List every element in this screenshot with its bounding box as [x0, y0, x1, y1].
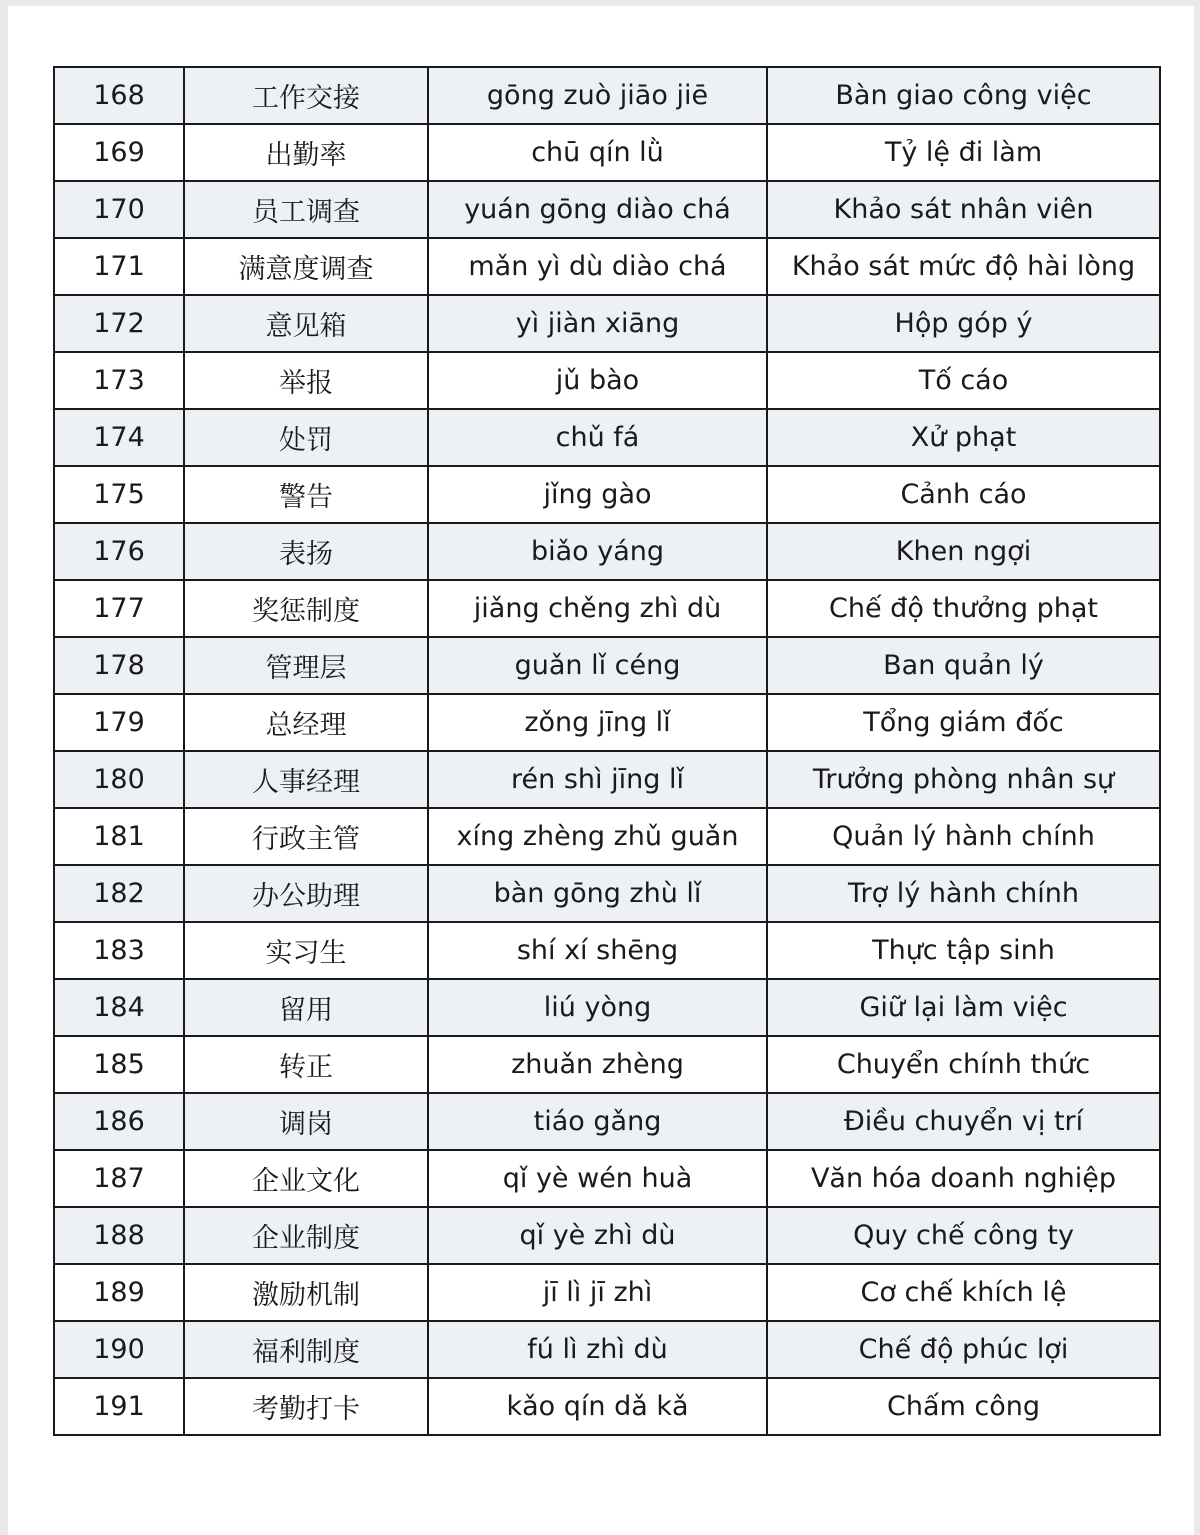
table-row	[54, 295, 1160, 352]
table-row	[54, 352, 1160, 409]
row-number-cell: 186	[54, 1093, 184, 1150]
meaning-cell: Quy chế công ty	[767, 1207, 1160, 1264]
pinyin-cell: shí xí shēng	[428, 922, 767, 979]
hanzi-cell: 满意度调查	[184, 238, 428, 295]
hanzi-cell: 处罚	[184, 409, 428, 466]
table-row	[54, 67, 1160, 124]
row-number-cell: 174	[54, 409, 184, 466]
row-number-cell: 183	[54, 922, 184, 979]
hanzi-cell: 员工调查	[184, 181, 428, 238]
table-row	[54, 523, 1160, 580]
hanzi-cell: 警告	[184, 466, 428, 523]
meaning-cell: Khen ngợi	[767, 523, 1160, 580]
row-number-cell: 187	[54, 1150, 184, 1207]
meaning-cell: Hộp góp ý	[767, 295, 1160, 352]
meaning-cell: Tố cáo	[767, 352, 1160, 409]
hanzi-cell: 办公助理	[184, 865, 428, 922]
table-row	[54, 751, 1160, 808]
row-number-cell: 185	[54, 1036, 184, 1093]
meaning-cell: Ban quản lý	[767, 637, 1160, 694]
hanzi-cell: 转正	[184, 1036, 428, 1093]
row-number-cell: 179	[54, 694, 184, 751]
hanzi-cell: 表扬	[184, 523, 428, 580]
table-row	[54, 124, 1160, 181]
hanzi-cell: 总经理	[184, 694, 428, 751]
meaning-cell: Giữ lại làm việc	[767, 979, 1160, 1036]
table-row	[54, 1321, 1160, 1378]
meaning-cell: Tỷ lệ đi làm	[767, 124, 1160, 181]
hanzi-cell: 实习生	[184, 922, 428, 979]
pinyin-cell: guǎn lǐ céng	[428, 637, 767, 694]
document-page	[8, 6, 1194, 1535]
pinyin-cell: chǔ fá	[428, 409, 767, 466]
meaning-cell: Cơ chế khích lệ	[767, 1264, 1160, 1321]
row-number-cell: 190	[54, 1321, 184, 1378]
row-number-cell: 172	[54, 295, 184, 352]
meaning-cell: Chế độ phúc lợi	[767, 1321, 1160, 1378]
row-number-cell: 191	[54, 1378, 184, 1435]
row-number-cell: 175	[54, 466, 184, 523]
pinyin-cell: tiáo gǎng	[428, 1093, 767, 1150]
row-number-cell: 181	[54, 808, 184, 865]
row-number-cell: 177	[54, 580, 184, 637]
row-number-cell: 168	[54, 67, 184, 124]
table-row	[54, 580, 1160, 637]
pinyin-cell: jǐng gào	[428, 466, 767, 523]
meaning-cell: Văn hóa doanh nghiệp	[767, 1150, 1160, 1207]
meaning-cell: Khảo sát mức độ hài lòng	[767, 238, 1160, 295]
pinyin-cell: yì jiàn xiāng	[428, 295, 767, 352]
pinyin-cell: rén shì jīng lǐ	[428, 751, 767, 808]
hanzi-cell: 工作交接	[184, 67, 428, 124]
table-row	[54, 1150, 1160, 1207]
meaning-cell: Xử phạt	[767, 409, 1160, 466]
row-number-cell: 184	[54, 979, 184, 1036]
meaning-cell: Chấm công	[767, 1378, 1160, 1435]
vocabulary-table	[53, 66, 1161, 1436]
table-row	[54, 865, 1160, 922]
hanzi-cell: 出勤率	[184, 124, 428, 181]
table-row	[54, 637, 1160, 694]
pinyin-cell: jiǎng chěng zhì dù	[428, 580, 767, 637]
pinyin-cell: bàn gōng zhù lǐ	[428, 865, 767, 922]
pinyin-cell: biǎo yáng	[428, 523, 767, 580]
row-number-cell: 169	[54, 124, 184, 181]
row-number-cell: 182	[54, 865, 184, 922]
row-number-cell: 189	[54, 1264, 184, 1321]
hanzi-cell: 人事经理	[184, 751, 428, 808]
table-row	[54, 1207, 1160, 1264]
table-row	[54, 1093, 1160, 1150]
table-row	[54, 979, 1160, 1036]
row-number-cell: 188	[54, 1207, 184, 1264]
table-row	[54, 922, 1160, 979]
pinyin-cell: zǒng jīng lǐ	[428, 694, 767, 751]
hanzi-cell: 福利制度	[184, 1321, 428, 1378]
meaning-cell: Trưởng phòng nhân sự	[767, 751, 1160, 808]
pinyin-cell: gōng zuò jiāo jiē	[428, 67, 767, 124]
pinyin-cell: yuán gōng diào chá	[428, 181, 767, 238]
meaning-cell: Trợ lý hành chính	[767, 865, 1160, 922]
hanzi-cell: 行政主管	[184, 808, 428, 865]
hanzi-cell: 管理层	[184, 637, 428, 694]
table-row	[54, 238, 1160, 295]
meaning-cell: Chế độ thưởng phạt	[767, 580, 1160, 637]
meaning-cell: Quản lý hành chính	[767, 808, 1160, 865]
row-number-cell: 180	[54, 751, 184, 808]
vocabulary-table-body	[54, 67, 1160, 1435]
hanzi-cell: 留用	[184, 979, 428, 1036]
pinyin-cell: jī lì jī zhì	[428, 1264, 767, 1321]
hanzi-cell: 企业文化	[184, 1150, 428, 1207]
pinyin-cell: liú yòng	[428, 979, 767, 1036]
hanzi-cell: 激励机制	[184, 1264, 428, 1321]
meaning-cell: Bàn giao công việc	[767, 67, 1160, 124]
pinyin-cell: jǔ bào	[428, 352, 767, 409]
row-number-cell: 173	[54, 352, 184, 409]
meaning-cell: Chuyển chính thức	[767, 1036, 1160, 1093]
table-row	[54, 694, 1160, 751]
meaning-cell: Điều chuyển vị trí	[767, 1093, 1160, 1150]
pinyin-cell: qǐ yè zhì dù	[428, 1207, 767, 1264]
meaning-cell: Thực tập sinh	[767, 922, 1160, 979]
meaning-cell: Cảnh cáo	[767, 466, 1160, 523]
meaning-cell: Tổng giám đốc	[767, 694, 1160, 751]
row-number-cell: 170	[54, 181, 184, 238]
table-row	[54, 181, 1160, 238]
pinyin-cell: qǐ yè wén huà	[428, 1150, 767, 1207]
table-row	[54, 1036, 1160, 1093]
hanzi-cell: 调岗	[184, 1093, 428, 1150]
row-number-cell: 178	[54, 637, 184, 694]
hanzi-cell: 企业制度	[184, 1207, 428, 1264]
row-number-cell: 171	[54, 238, 184, 295]
table-row	[54, 409, 1160, 466]
pinyin-cell: fú lì zhì dù	[428, 1321, 767, 1378]
row-number-cell: 176	[54, 523, 184, 580]
table-row	[54, 1264, 1160, 1321]
hanzi-cell: 举报	[184, 352, 428, 409]
hanzi-cell: 奖惩制度	[184, 580, 428, 637]
table-row	[54, 1378, 1160, 1435]
pinyin-cell: xíng zhèng zhǔ guǎn	[428, 808, 767, 865]
table-row	[54, 808, 1160, 865]
pinyin-cell: zhuǎn zhèng	[428, 1036, 767, 1093]
pinyin-cell: kǎo qín dǎ kǎ	[428, 1378, 767, 1435]
hanzi-cell: 考勤打卡	[184, 1378, 428, 1435]
pinyin-cell: chū qín lǜ	[428, 124, 767, 181]
meaning-cell: Khảo sát nhân viên	[767, 181, 1160, 238]
hanzi-cell: 意见箱	[184, 295, 428, 352]
table-row	[54, 466, 1160, 523]
pinyin-cell: mǎn yì dù diào chá	[428, 238, 767, 295]
